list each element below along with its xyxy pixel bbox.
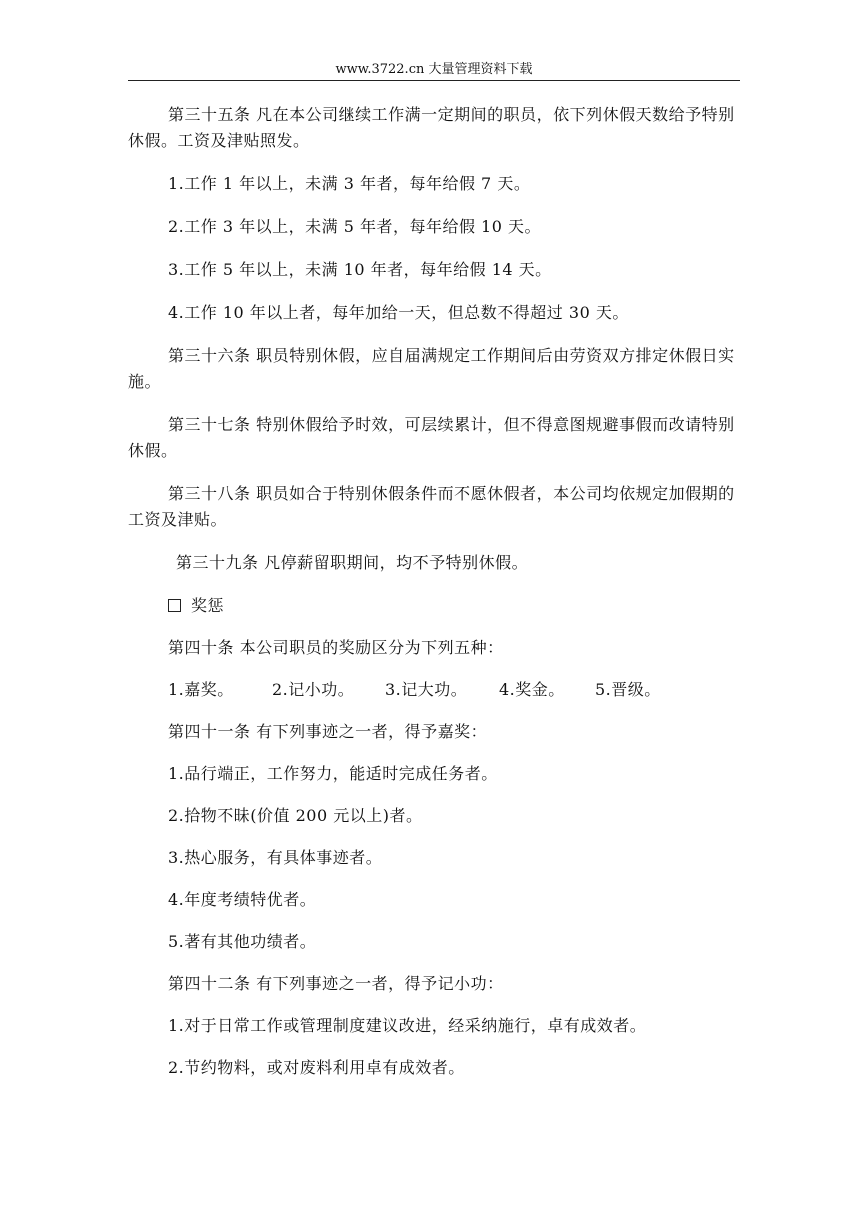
article-35-item-2: 2.工作 3 年以上，未满 5 年者，每年给假 10 天。 [168,217,542,236]
article-41: 第四十一条 有下列事迹之一者，得予嘉奖： [168,722,488,741]
article-42-item-1: 1.对于日常工作或管理制度建议改进，经采纳施行，卓有成效者。 [168,1016,647,1035]
document-body [128,102,740,1097]
article-38: 第三十八条 职员如合于特别休假条件而不愿休假者，本公司均依规定加假期的工资及津贴。 [128,484,735,529]
reward-type-1: 1.嘉奖。 [168,680,234,699]
article-41-item-1: 1.品行端正，工作努力，能适时完成任务者。 [168,764,498,783]
article-41-item-2: 2.拾物不昧(价值 200 元以上)者。 [168,806,423,825]
article-41-item-4: 4.年度考绩特优者。 [168,890,317,909]
article-35-item-3: 3.工作 5 年以上，未满 10 年者，每年给假 14 天。 [168,260,552,279]
reward-types [128,677,740,703]
reward-type-5: 5.晋级。 [595,680,661,699]
article-42: 第四十二条 有下列事迹之一者，得予记小功： [168,974,504,993]
article-41-item-5: 5.著有其他功绩者。 [168,932,317,951]
article-41-item-3: 3.热心服务，有具体事迹者。 [168,848,383,867]
page-header: www.3722.cn 大量管理资料下载 [335,62,533,77]
article-35-item-4: 4.工作 10 年以上者，每年加给一天，但总数不得超过 30 天。 [168,303,629,322]
reward-type-2: 2.记小功。 [272,680,355,699]
article-35-item-1: 1.工作 1 年以上，未满 3 年者，每年给假 7 天。 [168,174,531,193]
section-title: 奖惩 [191,596,225,615]
reward-type-3: 3.记大功。 [385,680,468,699]
article-36: 第三十六条 职员特别休假，应自届满规定工作期间后由劳资双方排定休假日实施。 [128,346,735,391]
reward-type-4: 4.奖金。 [499,680,565,699]
checkbox-square-icon [168,599,181,612]
section-heading [128,593,740,619]
article-42-item-2: 2.节约物料，或对废料利用卓有成效者。 [168,1058,465,1077]
article-40: 第四十条 本公司职员的奖励区分为下列五种： [168,638,504,657]
article-35: 第三十五条 凡在本公司继续工作满一定期间的职员，依下列休假天数给予特别休假。工资及津贴照发。 [128,105,735,150]
header-rule [128,80,740,81]
article-39: 第三十九条 凡停薪留职期间，均不予特别休假。 [176,553,529,572]
article-37: 第三十七条 特别休假给予时效，可层续累计，但不得意图规避事假而改请特别休假。 [128,415,735,460]
